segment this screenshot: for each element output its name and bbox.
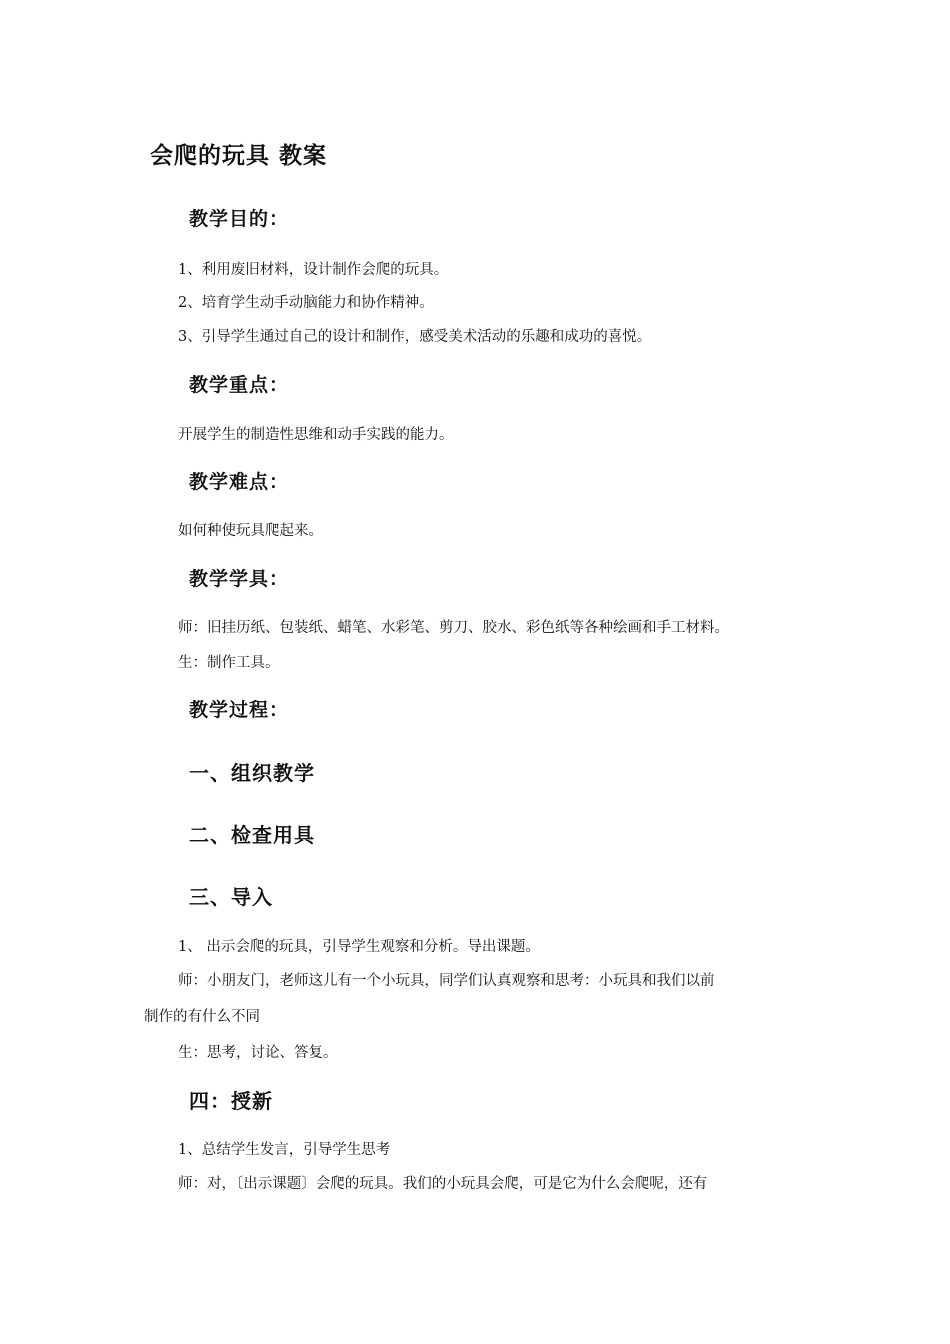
- key-points-text: 开展学生的制造性思维和动手实践的能力。: [178, 427, 454, 443]
- objective-item: 1、利用废旧材料，设计制作会爬的玩具。: [178, 262, 449, 278]
- materials-student: 生：制作工具。: [178, 655, 280, 671]
- process-step-heading: 三、导入: [189, 885, 273, 909]
- intro-student-line: 生：思考，讨论、答复。: [178, 1045, 338, 1061]
- key-points-heading: 教学重点：: [189, 374, 290, 396]
- intro-teacher-line: 制作的有什么不同: [144, 1009, 260, 1025]
- difficulties-text: 如何种使玩具爬起来。: [178, 523, 323, 539]
- process-step-heading: 四：授新: [189, 1089, 273, 1113]
- difficulties-heading: 教学难点：: [189, 471, 290, 493]
- objective-item: 3、引导学生通过自己的设计和制作，感受美术活动的乐趣和成功的喜悦。: [178, 329, 652, 345]
- objectives-heading: 教学目的：: [189, 208, 290, 230]
- document-title: 会爬的玩具 教案: [150, 143, 328, 169]
- intro-teacher-line: 师：小朋友门，老师这儿有一个小玩具，同学们认真观察和思考：小玩具和我们以前: [178, 973, 715, 989]
- materials-teacher: 师：旧挂历纸、包装纸、蜡笔、水彩笔、剪刀、胶水、彩色纸等各种绘画和手工材料。: [178, 620, 729, 636]
- new-lesson-teacher-line: 师：对，〔出示课题〕会爬的玩具。我们的小玩具会爬，可是它为什么会爬呢，还有: [178, 1176, 708, 1192]
- process-step-heading: 一、组织教学: [189, 761, 315, 785]
- new-lesson-item: 1、总结学生发言，引导学生思考: [178, 1142, 391, 1158]
- intro-item: 1、 出示会爬的玩具，引导学生观察和分析。导出课题。: [178, 939, 540, 955]
- process-heading: 教学过程：: [189, 699, 290, 721]
- materials-heading: 教学学具：: [189, 568, 290, 590]
- process-step-heading: 二、检查用具: [189, 823, 315, 847]
- objective-item: 2、培育学生动手动脑能力和协作精神。: [178, 295, 434, 311]
